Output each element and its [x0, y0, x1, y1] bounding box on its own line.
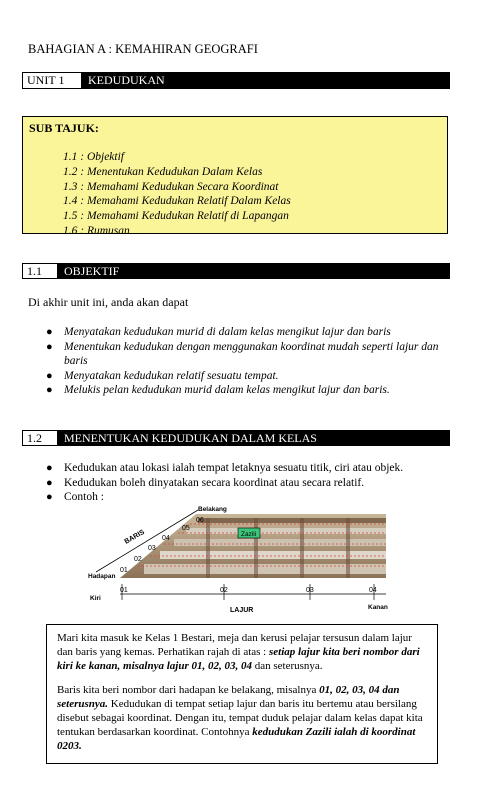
- unit-number: UNIT 1: [23, 73, 82, 88]
- text-run: dan seterusnya.: [251, 660, 323, 672]
- subtajuk-item: 1.1 : Objektif: [63, 151, 124, 163]
- kedudukan-item: [46, 476, 444, 491]
- section-number: 1.2: [23, 431, 58, 445]
- row-label: 02: [134, 556, 142, 563]
- row-label: 01: [120, 567, 128, 574]
- kedudukan-text: Kedudukan atau lokasi ialah tempat letaknya sesuatu titik, ciri atau objek.: [64, 462, 404, 474]
- explanation-box: [46, 624, 438, 764]
- text-run: Baris kita beri nombor dari hadapan ke belakang, misalnya: [57, 684, 320, 696]
- kedudukan-list: [46, 461, 444, 505]
- bullet-icon: ●: [46, 326, 53, 338]
- col-label: 02: [220, 587, 228, 594]
- baris-label: BARIS: [123, 528, 146, 546]
- subtajuk-item: 1.3 : Memahami Kedudukan Secara Koordinat: [63, 180, 279, 193]
- kedudukan-item: [46, 490, 444, 505]
- subtajuk-item: 1.4 : Memahami Kedudukan Relatif Dalam Kelas: [63, 195, 291, 208]
- belakang-label: Belakang: [198, 506, 227, 513]
- classroom-figure: [86, 506, 392, 618]
- hadapan-label: Hadapan: [88, 573, 116, 580]
- section-title: OBJEKTIF: [58, 264, 449, 278]
- text-run-emphasis: kedudukan Zazili ialah di koordinat 0203.: [57, 726, 416, 752]
- section-title: MENENTUKAN KEDUDUKAN DALAM KELAS: [58, 431, 449, 445]
- text-run-emphasis: setiap lajur kita beri nombor dari kiri ke kanan, misalnya lajur 01, 02, 03, 04: [57, 646, 420, 672]
- subtajuk-item: 1.6 : Rumusan: [63, 224, 130, 237]
- objektif-text: Menyatakan kedudukan relatif sesuatu tempat.: [64, 369, 279, 382]
- col-labels: [120, 587, 377, 594]
- section-number: 1.1: [23, 264, 58, 278]
- unit-title: KEDUDUKAN: [82, 73, 449, 88]
- bullet-icon: ●: [46, 340, 53, 353]
- objektif-item: [46, 383, 444, 398]
- row-label: 05: [182, 525, 190, 532]
- objektif-item: [46, 325, 444, 340]
- page-title: BAHAGIAN A : KEMAHIRAN GEOGRAFI: [28, 42, 258, 56]
- col-label: 04: [369, 587, 377, 594]
- row-label: 03: [148, 545, 156, 552]
- bullet-icon: ●: [46, 476, 53, 489]
- kedudukan-text: Kedudukan boleh dinyatakan secara koordinat atau secara relatif.: [64, 476, 365, 489]
- text-run: Kedudukan di tempat setiap lajur dan baris itu bertemu atau bersilang disebut sebagai koordinat. Dengan itu, tempat duduk pelajar dalam kelas dapat kita tentukan berdasarkan koordinat. Contohnya: [57, 698, 423, 738]
- section-header-objektif: [22, 263, 450, 279]
- section-header-kedudukan: [22, 430, 450, 446]
- explanation-paragraph-1: [57, 631, 427, 673]
- unit-header-bar: [22, 72, 450, 89]
- kiri-label: Kiri: [90, 595, 101, 602]
- lajur-ticks: [122, 584, 374, 600]
- objektif-text: Menentukan kedudukan dengan menggunakan koordinat mudah seperti lajur dan baris: [64, 340, 439, 367]
- col-label: 01: [120, 587, 128, 594]
- objektif-text: Melukis pelan kedudukan murid dalam kelas mengikut lajur dan baris.: [64, 384, 390, 396]
- kedudukan-item: [46, 461, 444, 476]
- objektif-list: [46, 325, 444, 398]
- subtajuk-list: [63, 150, 291, 239]
- col-label: 03: [306, 587, 314, 594]
- objektif-text: Menyatakan kedudukan murid di dalam kelas mengikut lajur dan baris: [64, 326, 391, 338]
- bullet-icon: ●: [46, 491, 53, 503]
- subtajuk-item: 1.2 : Menentukan Kedudukan Dalam Kelas: [63, 165, 263, 178]
- row-label: 04: [162, 535, 170, 542]
- kedudukan-text: Contoh :: [64, 491, 104, 503]
- row-label: 06: [196, 517, 204, 524]
- objektif-item: [46, 340, 444, 369]
- bullet-icon: ●: [46, 462, 53, 474]
- subtajuk-box: [22, 116, 448, 237]
- bullet-icon: ●: [46, 384, 53, 396]
- bullet-icon: ●: [46, 369, 53, 382]
- explanation-paragraph-2: [57, 683, 427, 753]
- text-run-emphasis: 01, 02, 03, 04 dan seterusnya.: [57, 684, 400, 710]
- zazili-label: Zazili: [241, 531, 257, 538]
- objektif-item: [46, 369, 444, 384]
- subtajuk-heading: SUB TAJUK:: [29, 121, 99, 135]
- text-run: Mari kita masuk ke Kelas 1 Bestari, meja dan kerusi pelajar tersusun dalam lajur dan baris yang kemas. Perhatikan rajah di atas :: [57, 632, 412, 658]
- kanan-label: Kanan: [368, 604, 388, 611]
- objektif-intro: Di akhir unit ini, anda akan dapat: [28, 295, 189, 309]
- subtajuk-item: 1.5 : Memahami Kedudukan Relatif di Lapangan: [63, 210, 289, 223]
- lajur-label: LAJUR: [230, 607, 254, 614]
